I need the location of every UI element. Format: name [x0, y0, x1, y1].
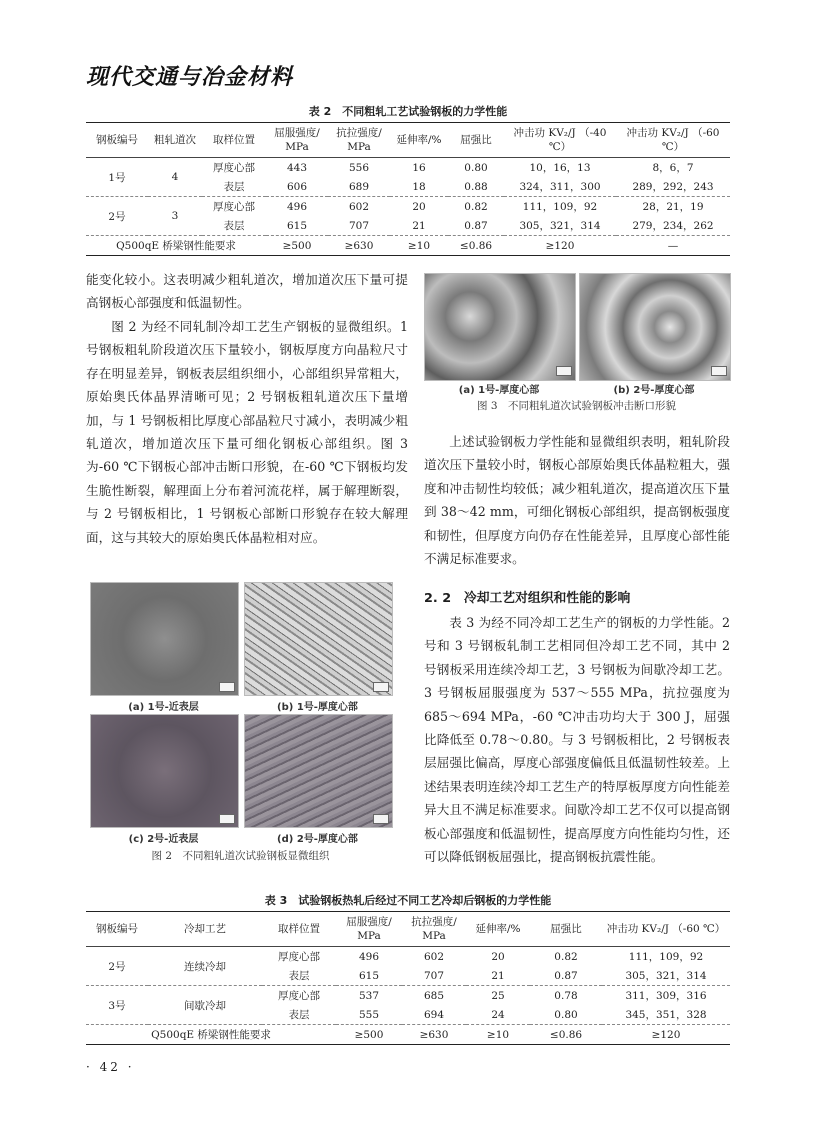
table-cell: 279，234，262 [632, 220, 714, 232]
table-cell: 0.80 [554, 1008, 578, 1021]
requirement-label: Q500qE 桥梁钢性能要求 [86, 236, 266, 256]
cooling-process-cell: 间歇冷却 [148, 986, 262, 1025]
table-cell: 602 [328, 197, 390, 217]
table-cell: 305，321，314 [625, 970, 707, 982]
table-cell: 28，21，19 [616, 197, 730, 217]
table-cell: 表层 [288, 970, 310, 982]
table2-header-cell: 钢板编号 [86, 123, 148, 158]
plate-id-cell: 1号 [108, 171, 126, 184]
table-row [86, 158, 730, 178]
scale-bar [373, 814, 389, 824]
table-cell: 694 [423, 1008, 445, 1021]
table-cell: 305，321，314 [519, 220, 601, 232]
right-paragraph-1: 上述试验钢板力学性能和显微组织表明，粗轧阶段道次压下量较小时，钢板心部原始奥氏体晶粒粗大，强度和冲击韧性均较低；减少粗轧道次，提高道次压下量到 38～42 mm，可细化钢板心部组织，提高钢板强度和韧性，但厚度方向仍存在性能差异，且厚度心部性能不满足标准要求。 [424, 434, 730, 567]
figure3-caption: 图 3 不同粗轧道次试验钢板冲击断口形貌 [476, 400, 677, 412]
table-cell: ≥120 [504, 236, 616, 256]
table-cell: 496 [358, 950, 380, 963]
requirement-row [86, 1025, 730, 1045]
table-cell: 厚度心部 [213, 162, 255, 174]
plate-id-cell: 3号 [86, 986, 148, 1025]
plate-id-cell: 2号 [86, 197, 148, 236]
table-cell: 537 [336, 986, 402, 1006]
figure2-label-c: (c) 2号-近表层 [128, 834, 199, 845]
table-cell: 表层 [223, 220, 245, 232]
table-cell: 0.78 [530, 986, 602, 1006]
table-cell: ≥630 [328, 236, 390, 256]
table-cell: 表层 [288, 1009, 310, 1021]
table-cell: 111，109，92 [504, 197, 616, 217]
table-row [86, 986, 730, 1006]
table-cell: 厚度心部 [262, 986, 336, 1006]
table-cell: 24 [491, 1008, 505, 1021]
table-cell: 0.87 [554, 969, 578, 982]
table-cell: 0.87 [464, 219, 488, 232]
figure2-label-a: (a) 1号-近表层 [128, 702, 199, 713]
table-cell: 20 [390, 197, 448, 217]
table-cell: 685 [402, 986, 466, 1006]
table-cell: 324，311，300 [519, 181, 601, 193]
micrograph-plate2-center [244, 714, 393, 828]
table-cell: — [616, 236, 730, 256]
figure2-label-b: (b) 1号-厚度心部 [277, 702, 358, 713]
scale-bar [556, 366, 572, 376]
table-cell: ≥10 [466, 1025, 530, 1045]
table3-caption: 表 3 试验钢板热轧后经过不同工艺冷却后钢板的力学性能 [264, 894, 552, 907]
table-cell: 表层 [223, 181, 245, 193]
cooling-process-cell: 连续冷却 [184, 960, 226, 973]
table-cell: ≥630 [402, 1025, 466, 1045]
table-cell: 443 [286, 161, 308, 174]
table-cell: 21 [412, 219, 426, 232]
table3-header-cell: 冲击功 KV₂/J （-60 ℃） [602, 912, 730, 947]
table-cell: 707 [423, 969, 445, 982]
table-cell: 311，309，316 [602, 986, 730, 1006]
figure3-label-b: (b) 2号-厚度心部 [613, 385, 695, 396]
page-number: · 42 · [86, 1060, 135, 1074]
table3-header-cell: 取样位置 [262, 912, 336, 947]
table-cell: 25 [466, 986, 530, 1006]
table-cell: ≤0.86 [448, 236, 504, 256]
table2-header-cell: 冲击功 KV₂/J （-40 ℃） [504, 123, 616, 158]
table3-header-cell: 冷却工艺 [148, 912, 262, 947]
table-cell: 0.82 [448, 197, 504, 217]
table-cell: 556 [348, 161, 370, 174]
scale-bar [219, 814, 235, 824]
fracture-image-plate2 [579, 273, 731, 381]
passes-cell: 4 [171, 171, 179, 183]
left-paragraph-2: 图 2 为经不同轧制冷却工艺生产钢板的显微组织。1 号钢板粗轧阶段道次压下量较小，钢板厚度方向晶粒尺寸存在明显差异，钢板表层组织细小，心部组织异常粗大，原始奥氏体晶界清晰可见；2 号钢板粗轧道次压下量增加，与 1 号钢板相比厚度心部晶粒尺寸减小，表明减少粗轧道次，增加道次压下量可细化钢板心部组织。图 3 为-60 ℃下钢板心部冲击断口形貌，在-60 ℃下钢板均发生脆性断裂，解理面上分布着河流花样，属于解理断裂，与 2 号钢板相比，1 号钢板心部断口形貌存在较大解理面，这与其较大的原始奥氏体晶粒相对应。 [86, 319, 408, 545]
table3-header-cell: 抗拉强度/ MPa [402, 912, 466, 947]
right-paragraph-2: 表 3 为经不同冷却工艺生产的钢板的力学性能。2 号和 3 号钢板轧制工艺相同但冷却工艺不同，其中 2 号钢板采用连续冷却工艺，3 号钢板为间歇冷却工艺。3 号钢板屈服强度为 537～555 MPa，抗拉强度为 685～694 MPa，-60 ℃冲击功均大于 300 J，屈强比降低至 0.78～0.80。与 3 号钢板相比，2 号钢板表层屈强比偏高，厚度心部强度偏低且低温韧性较差。上述结果表明连续冷却工艺生产的特厚板厚度方向性能差异大且不满足标准要求。间歇冷却工艺不仅可以提高钢板心部强度和低温韧性，提高厚度方向性能均匀性，还可以降低钢板屈强比，提高钢板抗震性能。 [424, 615, 730, 865]
journal-logo: 现代交通与冶金材料 [86, 64, 294, 90]
micrograph-plate1-surface [90, 582, 239, 696]
table-cell: 606 [286, 180, 308, 193]
table3-header-cell: 屈强比 [530, 912, 602, 947]
table-cell: 689 [348, 180, 370, 193]
table-cell: ≥10 [390, 236, 448, 256]
scale-bar [219, 682, 235, 692]
table2-header-cell: 取样位置 [202, 123, 266, 158]
table-cell: 0.80 [464, 161, 488, 174]
requirement-row [86, 236, 730, 256]
section-heading: 2. 2 冷却工艺对组织和性能的影响 [424, 591, 631, 606]
table-cell: ≥500 [266, 236, 328, 256]
table3 [86, 911, 730, 1045]
table-cell: 21 [491, 969, 505, 982]
table2-caption: 表 2 不同粗轧工艺试验钢板的力学性能 [308, 105, 508, 118]
table-cell: 厚度心部 [278, 951, 320, 963]
table-row [86, 947, 730, 967]
table-cell: 厚度心部 [202, 197, 266, 217]
table-cell: 0.88 [464, 180, 488, 193]
table-cell: 20 [491, 950, 505, 963]
micrograph-plate1-center [244, 582, 393, 696]
table-row [86, 197, 730, 217]
table-cell: 602 [423, 950, 445, 963]
table2 [86, 122, 730, 256]
table3-header-cell: 延伸率/% [466, 912, 530, 947]
requirement-label: Q500qE 桥梁钢性能要求 [86, 1025, 336, 1045]
table3-header-cell: 屈服强度/ MPa [336, 912, 402, 947]
table2-header-cell: 屈服强度/ MPa [266, 123, 328, 158]
figure2-caption: 图 2 不同粗轧道次试验钢板显微组织 [151, 850, 330, 862]
table2-header-cell: 粗轧道次 [148, 123, 202, 158]
table-cell: 615 [286, 219, 308, 232]
table-cell: ≤0.86 [530, 1025, 602, 1045]
scale-bar [373, 682, 389, 692]
left-paragraph-1: 能变化较小。这表明减少粗轧道次，增加道次压下量可提高钢板心部强度和低温韧性。 [86, 272, 408, 311]
table2-header-cell: 冲击功 KV₂/J （-60 ℃） [616, 123, 730, 158]
table2-header-cell: 抗拉强度/ MPa [328, 123, 390, 158]
table-cell: 289，292，243 [632, 181, 714, 193]
table-cell: ≥120 [602, 1025, 730, 1045]
micrograph-plate2-surface [90, 714, 239, 828]
table2-header-cell: 延伸率/% [390, 123, 448, 158]
table-cell: 496 [266, 197, 328, 217]
table2-header-row [86, 123, 730, 158]
table3-header-row [86, 912, 730, 947]
table-cell: ≥500 [336, 1025, 402, 1045]
table-cell: 0.82 [554, 950, 578, 963]
plate-id-cell: 2号 [108, 960, 126, 973]
table-cell: 345，351，328 [625, 1009, 707, 1021]
figure2-label-d: (d) 2号-厚度心部 [277, 834, 358, 845]
table-cell: 615 [358, 969, 380, 982]
table-cell: 707 [348, 219, 370, 232]
figure3-label-a: (a) 1号-厚度心部 [458, 385, 540, 396]
table-cell: 10，16，13 [529, 162, 591, 174]
table3-header-cell: 钢板编号 [86, 912, 148, 947]
table-cell: 16 [412, 161, 426, 174]
table-cell: 18 [412, 180, 426, 193]
table-cell: 8，6，7 [652, 162, 694, 174]
table2-header-cell: 屈强比 [448, 123, 504, 158]
scale-bar [711, 366, 727, 376]
table-cell: 111，109，92 [628, 951, 704, 963]
table-cell: 555 [358, 1008, 380, 1021]
passes-cell: 3 [148, 197, 202, 236]
fracture-image-plate1 [424, 273, 576, 381]
